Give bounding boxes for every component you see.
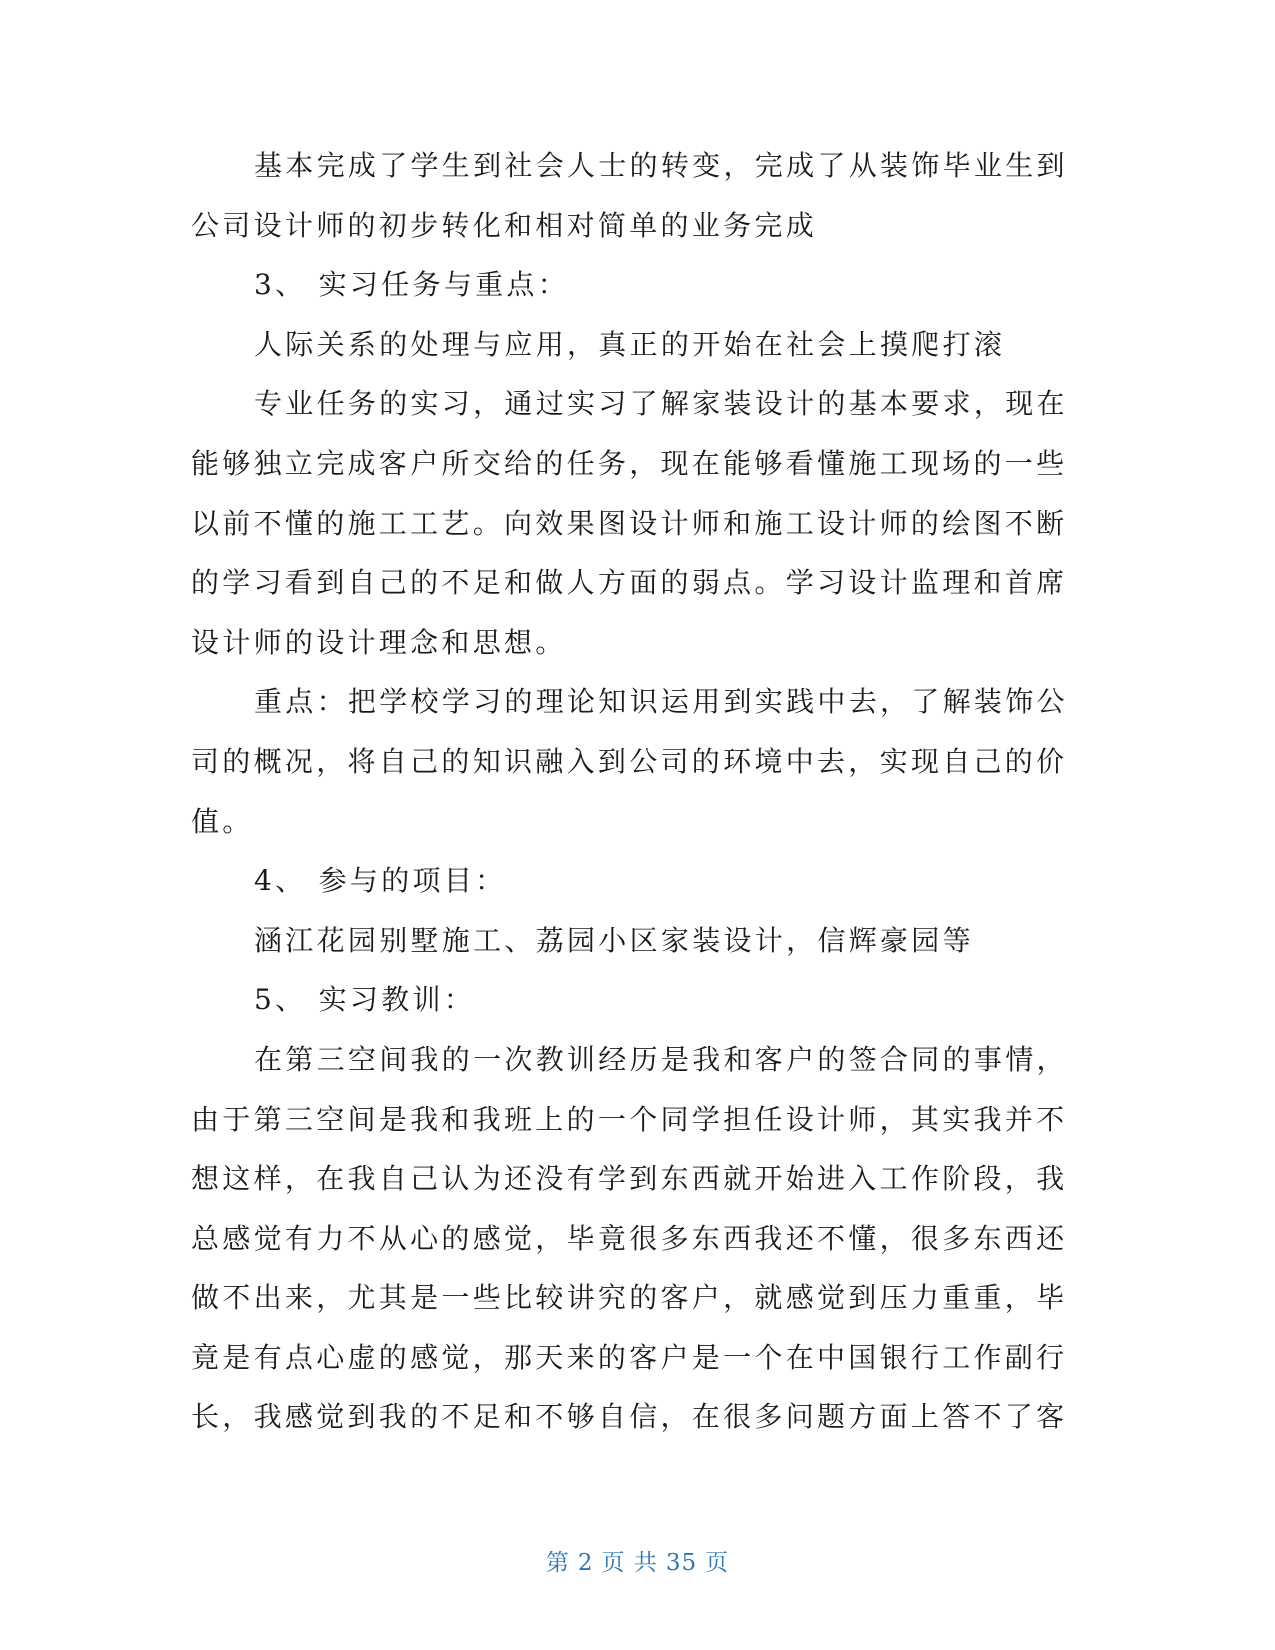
text-line: 长，我感觉到我的不足和不够自信，在很多问题方面上答不了客 (191, 1400, 1068, 1434)
section-heading: 4、 参与的项目： (254, 864, 507, 898)
text-line: 值。 (191, 804, 254, 838)
footer-suffix: 页 (705, 1550, 730, 1576)
text-line: 由于第三空间是我和我班上的一个同学担任设计师，其实我并不 (191, 1102, 1068, 1136)
text-line: 设计师的设计理念和思想。 (191, 625, 567, 659)
text-line: 在第三空间我的一次教训经历是我和客户的签合同的事情， (254, 1042, 1068, 1076)
current-page-number: 2 (577, 1550, 594, 1576)
text-line: 公司设计师的初步转化和相对简单的业务完成 (191, 208, 818, 242)
section-heading: 3、 实习任务与重点： (254, 268, 570, 302)
text-line: 以前不懂的施工工艺。向效果图设计师和施工设计师的绘图不断 (191, 506, 1068, 540)
text-line: 做不出来，尤其是一些比较讲究的客户，就感觉到压力重重，毕 (191, 1281, 1068, 1315)
text-line: 司的概况，将自己的知识融入到公司的环境中去，实现自己的价 (191, 744, 1068, 778)
text-line: 能够独立完成客户所交给的任务，现在能够看懂施工现场的一些 (191, 446, 1068, 480)
text-line: 专业任务的实习，通过实习了解家装设计的基本要求，现在 (254, 387, 1068, 421)
text-line: 竟是有点心虚的感觉，那天来的客户是一个在中国银行工作副行 (191, 1340, 1068, 1374)
text-line: 的学习看到自己的不足和做人方面的弱点。学习设计监理和首席 (191, 566, 1068, 600)
footer-middle: 页 共 (601, 1550, 658, 1576)
text-line: 人际关系的处理与应用，真正的开始在社会上摸爬打滚 (254, 327, 1006, 361)
text-line: 想这样，在我自己认为还没有学到东西就开始进入工作阶段，我 (191, 1162, 1068, 1196)
text-line: 重点：把学校学习的理论知识运用到实践中去，了解装饰公 (254, 685, 1068, 719)
text-line: 总感觉有力不从心的感觉，毕竟很多东西我还不懂，很多东西还 (191, 1221, 1068, 1255)
text-line: 基本完成了学生到社会人士的转变，完成了从装饰毕业生到 (254, 149, 1068, 182)
page-footer (0, 1544, 1275, 1577)
document-body (191, 136, 1071, 1447)
total-page-count: 35 (665, 1550, 698, 1576)
footer-prefix: 第 (545, 1550, 570, 1576)
text-line: 涵江花园别墅施工、荔园小区家装设计，信辉豪园等 (254, 923, 974, 957)
section-heading: 5、 实习教训： (254, 983, 476, 1017)
